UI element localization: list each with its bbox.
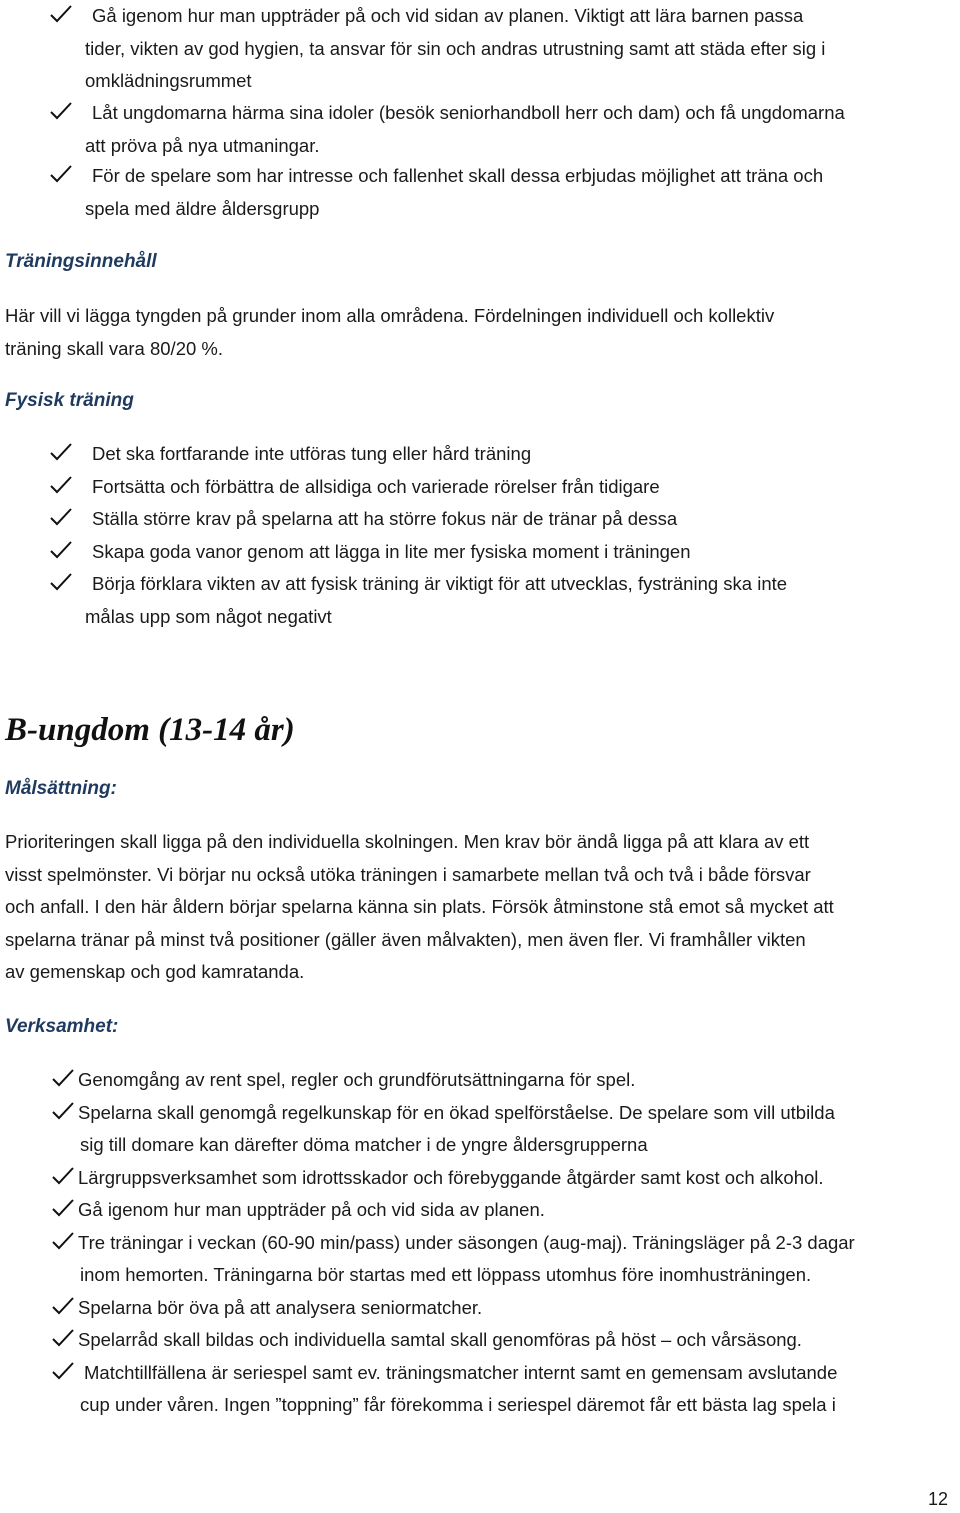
list-item-line: Spelarna bör öva på att analysera seniormatcher. <box>78 1296 483 1318</box>
list-item <box>52 1357 960 1422</box>
fysisk-checklist <box>50 438 960 633</box>
paragraph-line: av gemenskap och god kamratanda. <box>5 961 305 982</box>
list-item-line: Ställa större krav på spelarna att ha större fokus när de tränar på dessa <box>92 508 678 529</box>
list-item-line: Genomgång av rent spel, regler och grundförutsättningarna för spel. <box>78 1069 636 1090</box>
checkmark-icon <box>50 5 78 25</box>
list-item-line: För de spelare som har intresse och fallenhet skall dessa erbjudas möjlighet att träna och <box>92 165 824 186</box>
list-item <box>50 568 960 633</box>
paragraph-line: spelarna tränar på minst två positioner (gäller även målvakten), men även fler. Vi framhåller vikten <box>5 928 806 950</box>
list-item <box>50 97 960 162</box>
list-item-line: att pröva på nya utmaningar. <box>85 134 320 156</box>
traningsinnehall-paragraph <box>5 300 774 365</box>
paragraph-line: träning skall vara 80/20 %. <box>5 337 224 359</box>
section-heading-fysisk-traning: Fysisk träning <box>5 390 134 411</box>
checkmark-icon <box>52 1329 80 1349</box>
page-title: B-ungdom (13-14 år) <box>5 712 295 748</box>
list-item-line: tider, vikten av god hygien, ta ansvar för sin och andras utrustning samt att städa efter sig i <box>85 37 826 59</box>
list-item <box>52 1324 960 1357</box>
section-heading-malsattning: Målsättning: <box>5 778 117 799</box>
checkmark-icon <box>50 102 78 122</box>
checkmark-icon <box>52 1297 80 1317</box>
checkmark-icon <box>50 165 78 185</box>
list-item <box>50 160 960 225</box>
list-item <box>50 536 960 569</box>
list-item-line: Det ska fortfarande inte utföras tung eller hård träning <box>92 443 532 464</box>
list-item-line: Matchtillfällena är seriespel samt ev. träningsmatcher internt samt en gemensam avslutande <box>84 1361 838 1383</box>
list-item-line: målas upp som något negativt <box>85 605 332 627</box>
section-heading-verksamhet: Verksamhet: <box>5 1016 119 1037</box>
list-item <box>52 1097 960 1162</box>
list-item <box>52 1194 960 1227</box>
list-item-line: cup under våren. Ingen ”toppning” får förekomma i seriespel däremot får ett bästa lag spela i <box>80 1394 836 1415</box>
checkmark-icon <box>52 1199 80 1219</box>
list-item-line: omklädningsrummet <box>85 70 252 91</box>
list-item <box>50 503 960 536</box>
paragraph-line: Prioriteringen skall ligga på den individuella skolningen. Men krav bör ändå ligga på att klara av ett <box>5 831 810 852</box>
list-item-line: Spelarråd skall bildas och individuella samtal skall genomföras på höst – och vårsäsong. <box>78 1329 802 1350</box>
list-item-line: Låt ungdomarna härma sina idoler (besök seniorhandboll herr och dam) och få ungdomarna <box>92 102 845 123</box>
checkmark-icon <box>52 1232 80 1252</box>
list-item-line: Tre träningar i veckan (60-90 min/pass) under säsongen (aug-maj). Träningsläger på 2-3 dagar <box>78 1231 855 1253</box>
list-item-line: inom hemorten. Träningarna bör startas med ett löppass utomhus före inomhusträningen. <box>80 1264 812 1285</box>
list-item-line: Skapa goda vanor genom att lägga in lite mer fysiska moment i träningen <box>92 540 691 562</box>
list-item-line: spela med äldre åldersgrupp <box>85 197 320 219</box>
list-item <box>50 438 960 471</box>
verksamhet-checklist <box>52 1064 960 1422</box>
paragraph-line: och anfall. I den här åldern börjar spelarna känna sin plats. Försök åtminstone stå emot så mycket att <box>5 896 834 917</box>
list-item <box>50 471 960 504</box>
list-item <box>52 1227 960 1292</box>
list-item <box>52 1064 960 1097</box>
checkmark-icon <box>52 1167 80 1187</box>
list-item-line: Lärgruppsverksamhet som idrottsskador och förebyggande åtgärder samt kost och alkohol. <box>78 1166 824 1188</box>
checkmark-icon <box>50 541 78 561</box>
list-item-line: Fortsätta och förbättra de allsidiga och varierade rörelser från tidigare <box>92 475 660 497</box>
checkmark-icon <box>52 1069 80 1089</box>
list-item-line: sig till domare kan därefter döma matcher i de yngre åldersgrupperna <box>80 1134 648 1155</box>
list-item-line: Börja förklara vikten av att fysisk träning är viktigt för att utvecklas, fysträning ska inte <box>92 573 788 594</box>
list-item-line: Spelarna skall genomgå regelkunskap för en ökad spelförståelse. De spelare som vill utbilda <box>78 1101 835 1123</box>
list-item <box>50 0 960 98</box>
paragraph-line: Här vill vi lägga tyngden på grunder inom alla områdena. Fördelningen individuell och kollektiv <box>5 305 775 326</box>
list-item-line: Gå igenom hur man uppträder på och vid sidan av planen. Viktigt att lära barnen passa <box>92 5 804 26</box>
checkmark-icon <box>52 1362 80 1382</box>
checkmark-icon <box>50 573 78 593</box>
checkmark-icon <box>50 476 78 496</box>
malsattning-paragraph <box>5 826 834 989</box>
section-heading-traningsinnehall: Träningsinnehåll <box>5 251 157 272</box>
list-item-line: Gå igenom hur man uppträder på och vid sida av planen. <box>78 1199 545 1220</box>
paragraph-line: visst spelmönster. Vi börjar nu också utöka träningen i samarbete mellan två och två i både försvar <box>5 863 811 885</box>
checkmark-icon <box>52 1102 80 1122</box>
list-item <box>52 1292 960 1325</box>
checkmark-icon <box>50 443 78 463</box>
page-number: 12 <box>927 1489 948 1509</box>
list-item <box>52 1162 960 1195</box>
checkmark-icon <box>50 508 78 528</box>
